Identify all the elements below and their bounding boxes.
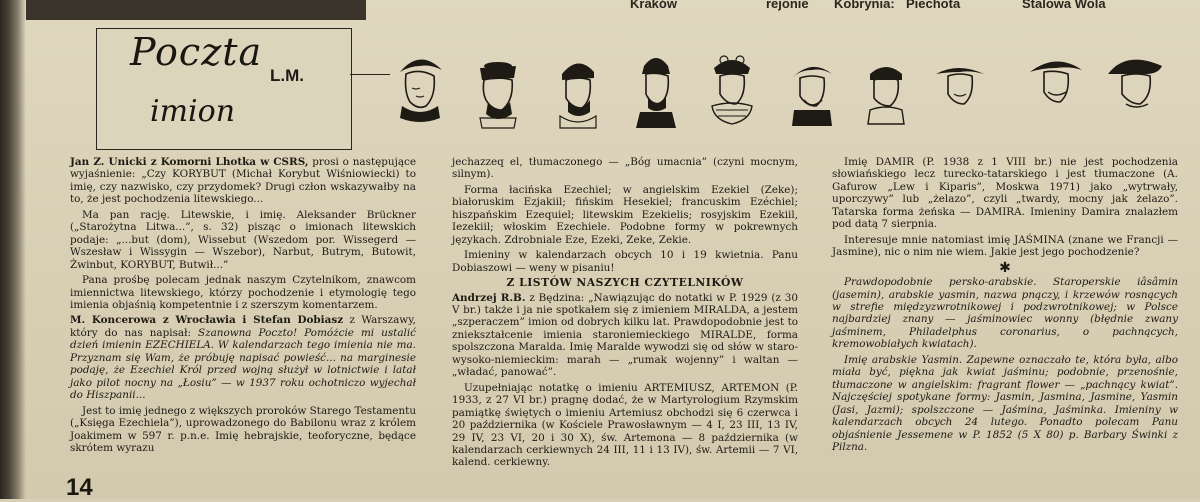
portrait-icon-7 — [856, 44, 916, 134]
paragraph-text: z Warszawy, który do nas napisał: — [70, 314, 416, 339]
quoted-letter: Szanowna Poczto! Pomóżcie mi ustalić dzień imienin EZECHIELA. W kalendarzach tego imienia nie ma. Przyznam się Wam, że próbuję napisać powieść... na marginesie podaję, że Ezechiel Król przed wojną służył w lotnictwie i latał jako pilot nocny na „Łosiu” — w 1937 roku ochotniczo wyjechał do Hiszpanii... — [70, 326, 416, 402]
top-text-1: Kraków — [630, 0, 677, 11]
portrait-icon-1 — [390, 44, 450, 134]
asterisk-separator: ✱ — [999, 259, 1011, 276]
correspondent-name: Jan Z. Unicki z Komorni Lhotka w CSRS, — [70, 156, 309, 168]
portrait-icon-4 — [626, 44, 686, 134]
top-text-4: Piechota — [906, 0, 961, 11]
answer-italic: Imię arabskie Yasmin. Zapewne oznaczało te, która była, albo miała być, piękna jak kwiat jaśminu; podobnie, przenośnie, tłumaczone w angielskim: fragrant flower — „pachnący kwiat”. Najczęściej spotykane formy: Jasmin, Jasmina, Jasmine, Yasmin (Jasi, Jazmi); spolszczone — Jaśmina, Jaśminka. Imieniny w kalendarzach obcych 24 lutego. Ponadto polecam Panu objaśnienie Jessemene w P. 1852 (5 X 80) p. Barbary Świnki z Pilzna. — [832, 353, 1178, 453]
portrait-icon-2 — [468, 44, 528, 134]
artemiusz-paragraph: Uzupełniając notatkę o imieniu ARTEMIUSZ, ARTEMON (P. 1933, z 27 VI br.) pragnę dodać, że w Martyrologium Rzymskim pamiątkę świętych o imieniu Artemiusz obchodzi się 6 czerwca i 20 października (w Kościele Prawosławnym — 4 I, 23 III, 13 IV, 29 IV, 23 VI, 20 i 30 X), św. Artemona — 8 października (w kalendarzach cerkiewnych 24 III, 11 i 13 IV), św. Artemii — 7 VI, kalend. cerkiewny. — [452, 381, 798, 469]
yasmin-paragraph — [832, 354, 1178, 454]
appeal-paragraph: Pana prośbę polecam jednak naszym Czytelnikom, znawcom imiennictwa litewskiego, którzy pochodzenie i etymologię tego imienia objaśnią kompetentnie i z szerszym komentarzem. — [70, 274, 416, 311]
letter-unicki — [70, 156, 416, 206]
answer-italic: Prawdopodobnie persko-arabskie. Staroperskie iâsâmin (jasemin), arabskie yasmin, nazwa pnączy, i krzewów rosnących w strefie międzyzwrotnikowej i podzwrotnikowej; w Polsce najbardziej znany — jaśminowiec wonny (błędnie zwany jaśminem, Philadelphus coronarius, o pachnących, kremowobiałych kwiatach). — [832, 276, 1178, 351]
jasmina-question: Interesuje mnie natomiast imię JAŚMINA (znane we Francji — Jasmine), nic o nim nie wiem. Jakie jest jego pochodzenie? — [832, 233, 1178, 259]
portrait-icon-5 — [702, 44, 762, 134]
top-text-2: rejonie — [766, 0, 809, 11]
column-title-line1: Poczta — [130, 30, 263, 74]
top-text-3: Kobrynia: — [834, 0, 895, 11]
top-dark-band — [26, 0, 366, 20]
paragraph-text: z Będzina: „Nawiązując do notatki w P. 1929 (z 30 V br.) także i ja nie spotkałem się z imieniem MIRALDA, a jestem „szperaczem” imion od dobrych kilku lat. Prawdopodobnie jest to zniekształcenie imienia staroniemieckiego MIRALDE, forma spolszczona Maralda. Imię Maralde wywodzi się od słów w staro-wysoko-niemieckim: marah — „rumak wojenny” i waltan — „władać, panować”. — [452, 291, 798, 379]
top-text-5: Stalowa Wola — [1022, 0, 1106, 11]
text-column-3 — [832, 156, 1178, 456]
answer-korybut: Ma pan rację. Litewskie, i imię. Aleksander Brückner („Starożytna Litwa...”, s. 32) pisząc o imionach litewskich podaje: „...but (dom), Wissebut (Wszedom por. Wissegerd — Wszesław i Wissygin — Wszebor), Narbut, Butrym, Butowit, Żwinbut, KORYBUT, Butwił...” — [70, 208, 416, 271]
forms-paragraph: Forma łacińska Ezechiel; w angielskim Ezekiel (Zeke); białoruskim Ezjakiil; fińskim Hesekiel; francuskim Ezéchiel; hiszpańskim Ezequiel; litewskim Ezekielis; rosyjskim Ezekiil, Iezekiil; włoskim Ezechiele. Podobne formy w pokrewnych językach. Zdrobniale Eze, Ezeki, Zeke, Zekie. — [452, 183, 798, 246]
heading-rule — [350, 74, 390, 75]
text-column-1 — [70, 156, 416, 457]
section-heading: Z LISTÓW NASZYCH CZYTELNIKÓW — [506, 276, 744, 290]
correspondent-name: M. Koncerowa z Wrocławia i Stefan Dobiasz — [70, 314, 344, 327]
portrait-icon-9 — [1026, 44, 1086, 134]
damir-paragraph: Imię DAMIR (P. 1938 z 1 VIII br.) nie jest pochodzenia słowiańskiego lecz turecko-tatarskiego i jest tłumaczone (A. Gafurow „Lew i Kiparis”, Moskwa 1971) jako „wytrwały, uporczywy” lub „żelazo”, czyli „twardy, mocny jak żelazo”. Tatarska forma żeńska — DAMIRA. Imieniny Damira znalazłem pod datą 7 sierpnia. — [832, 156, 1178, 231]
portrait-icon-3 — [548, 44, 608, 134]
portrait-icon-8 — [930, 44, 990, 134]
portrait-icon-6 — [782, 44, 842, 134]
paragraph-text: prosi o następujące wyjaśnienie: „Czy KORYBUT (Michał Korybut Wiśniowiecki) to imię, czy nazwisko, czy przydomek? Drugi człon wskazywałby na to, że jest pochodzenia litewskiego... — [70, 156, 417, 206]
letter-andrzej — [452, 292, 798, 379]
answer-ezechiel: Jest to imię jednego z większych proroków Starego Testamentu („Księga Ezechiela”), uprowadzonego do Babilonu wraz z królem Joakimem w 597 r. p.n.e. Imię hebrajskie, teoforyczne, będące skrótem wyrazu — [70, 404, 417, 454]
correspondent-name: Andrzej R.B. — [452, 291, 526, 304]
jasmina-answer — [832, 276, 1178, 351]
answer-ezechiel-cont: jechazzeq el, tłumaczonego — „Bóg umacnia” (czyni mocnym, silnym). — [452, 156, 798, 181]
column-title-line2: imion — [150, 94, 236, 129]
binding-shadow — [0, 0, 26, 499]
top-strip — [26, 0, 1200, 22]
page-number: 14 — [66, 474, 93, 501]
portrait-icon-10 — [1106, 44, 1166, 134]
text-column-2 — [452, 156, 798, 472]
letter-koncerowa — [70, 314, 416, 401]
portrait-strip — [390, 44, 1186, 134]
nameday-paragraph: Imieniny w kalendarzach obcych 10 i 19 kwietnia. Panu Dobiaszowi — weny w pisaniu! — [452, 249, 798, 274]
column-author: L.M. — [266, 66, 308, 86]
